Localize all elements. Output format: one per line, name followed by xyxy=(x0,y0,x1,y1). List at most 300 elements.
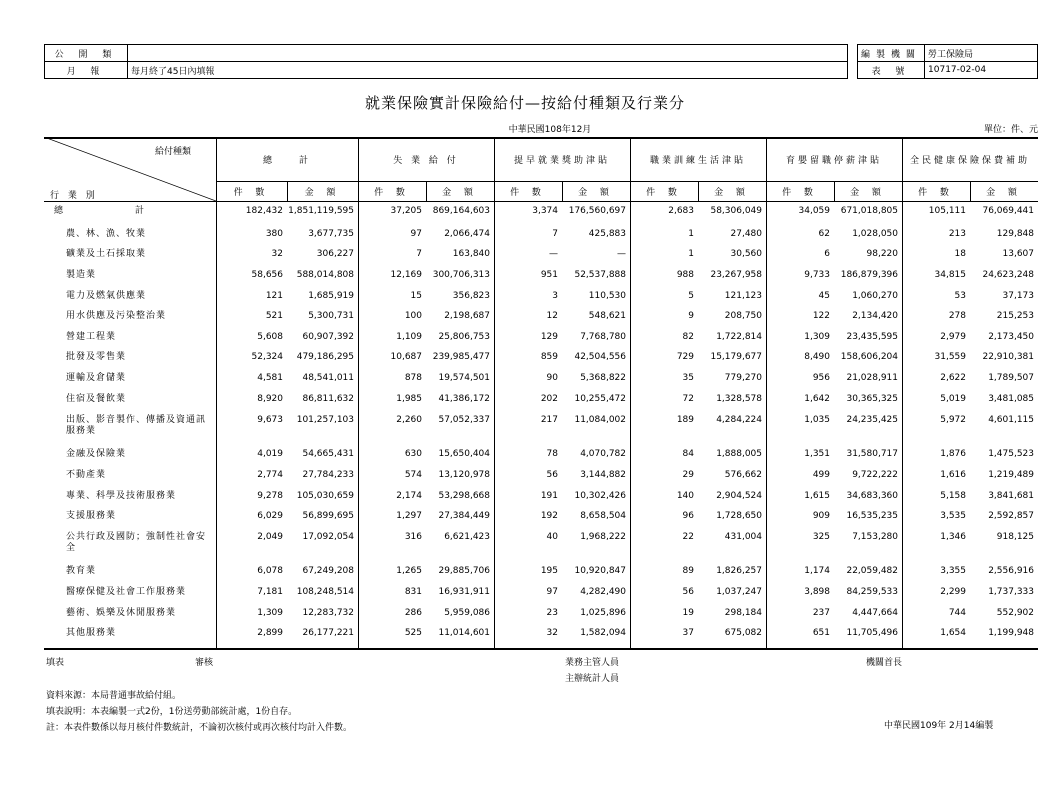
table-cell: 7,153,280 xyxy=(852,532,898,542)
table-cell: 5,608 xyxy=(257,332,283,342)
row-label: 不動產業 xyxy=(66,470,107,480)
table-cell: 30,365,325 xyxy=(846,394,898,404)
signature-filler: 填表 xyxy=(46,658,65,668)
table-cell: 78 xyxy=(546,449,558,459)
table-cell: 48,541,011 xyxy=(302,373,354,383)
table-cell: 6 xyxy=(824,249,830,259)
group-header: 全民健康保險保費補助 xyxy=(909,156,1030,166)
table-cell: 1,985 xyxy=(396,394,422,404)
table-cell: 60,907,392 xyxy=(302,332,354,342)
table-cell: 52,537,888 xyxy=(574,270,626,280)
subheader-count: 件 數 xyxy=(918,188,954,198)
table-cell: 325 xyxy=(812,532,830,542)
table-cell: 202 xyxy=(540,394,558,404)
table-cell: 129,848 xyxy=(996,229,1034,239)
header-bottom-line xyxy=(44,201,1038,202)
table-cell: 4,447,664 xyxy=(852,608,898,618)
table-cell: 1,219,489 xyxy=(988,470,1034,480)
table-cell: 237 xyxy=(812,608,830,618)
table-cell: 17,092,054 xyxy=(302,532,354,542)
table-cell: 22,910,381 xyxy=(982,352,1034,362)
subheader-top-line xyxy=(216,181,1038,182)
table-cell: 1,685,919 xyxy=(308,291,354,301)
table-cell: 6,029 xyxy=(257,511,283,521)
table-cell: 4,601,115 xyxy=(988,415,1034,425)
table-cell: 27,384,449 xyxy=(438,511,490,521)
table-cell: 29,885,706 xyxy=(438,566,490,576)
row-label: 公共行政及國防；強制性社會安全 xyxy=(66,532,207,553)
table-cell: 84 xyxy=(682,449,694,459)
table-cell: 6,078 xyxy=(257,566,283,576)
note-instructions: 填表說明：本表編製一式2份，1份送勞動部統計處，1份自存。 xyxy=(46,707,298,717)
table-cell: 9 xyxy=(688,311,694,321)
table-cell: 191 xyxy=(540,491,558,501)
table-cell: 574 xyxy=(404,470,422,480)
subheader-count: 件 數 xyxy=(646,188,682,198)
corner-top-label: 給付種類 xyxy=(155,147,192,157)
table-cell: 15,179,677 xyxy=(710,352,762,362)
table-cell: 2,904,524 xyxy=(716,491,762,501)
table-cell: 286 xyxy=(404,608,422,618)
header-left-empty xyxy=(128,45,848,62)
table-cell: 869,164,603 xyxy=(432,206,490,216)
row-label: 營建工程業 xyxy=(66,332,117,342)
table-cell: 1,309 xyxy=(804,332,830,342)
table-cell: 41,386,172 xyxy=(438,394,490,404)
row-label: 批發及零售業 xyxy=(66,352,127,362)
table-cell: 15,650,404 xyxy=(438,449,490,459)
row-label: 金融及保險業 xyxy=(66,449,127,459)
table-cell: 16,535,235 xyxy=(846,511,898,521)
table-cell: 1 xyxy=(688,249,694,259)
table-cell: 521 xyxy=(265,311,283,321)
table-cell: 1,035 xyxy=(804,415,830,425)
table-cell: 831 xyxy=(404,587,422,597)
header-agency-value: 勞工保險局 xyxy=(925,45,1038,62)
table-cell: 2,899 xyxy=(257,628,283,638)
table-cell: 4,284,224 xyxy=(716,415,762,425)
table-cell: 2,174 xyxy=(396,491,422,501)
table-cell: 158,606,204 xyxy=(840,352,898,362)
table-cell: 239,985,477 xyxy=(432,352,490,362)
table-cell: 5,972 xyxy=(940,415,966,425)
table-cell: 176,560,697 xyxy=(568,206,626,216)
table-cell: 30,560 xyxy=(730,249,762,259)
table-cell: 67,249,208 xyxy=(302,566,354,576)
table-cell: 7 xyxy=(416,249,422,259)
table-cell: 278 xyxy=(948,311,966,321)
table-cell: 2,556,916 xyxy=(988,566,1034,576)
table-cell: 7,181 xyxy=(257,587,283,597)
table-cell: 1,888,005 xyxy=(716,449,762,459)
table-cell: 2,173,450 xyxy=(988,332,1034,342)
table-cell: 1 xyxy=(688,229,694,239)
subheader-amount: 金 額 xyxy=(850,188,886,198)
table-cell: — xyxy=(549,249,558,259)
table-cell: 4,070,782 xyxy=(580,449,626,459)
signature-statistician: 主辦統計人員 xyxy=(565,674,620,684)
table-cell: 3,355 xyxy=(940,566,966,576)
signature-reviewer: 審核 xyxy=(195,658,214,668)
table-cell: 97 xyxy=(410,229,422,239)
table-cell: 431,004 xyxy=(724,532,762,542)
group-header: 職業訓練生活津貼 xyxy=(649,156,746,166)
table-cell: 7,768,780 xyxy=(580,332,626,342)
table-cell: 2,066,474 xyxy=(444,229,490,239)
table-cell: 34,059 xyxy=(798,206,830,216)
table-cell: 1,025,896 xyxy=(580,608,626,618)
table-cell: 425,883 xyxy=(588,229,626,239)
table-cell: 1,789,507 xyxy=(988,373,1034,383)
table-cell: 37 xyxy=(682,628,694,638)
table-cell: 1,328,578 xyxy=(716,394,762,404)
table-cell: 1,728,650 xyxy=(716,511,762,521)
table-cell: 5 xyxy=(688,291,694,301)
table-cell: 2,049 xyxy=(257,532,283,542)
header-monthly-value: 每月終了45日內填報 xyxy=(128,62,848,79)
signature-supervisor: 業務主管人員 xyxy=(565,658,620,668)
table-cell: 4,282,490 xyxy=(580,587,626,597)
table-cell: 1,174 xyxy=(804,566,830,576)
table-cell: 8,920 xyxy=(257,394,283,404)
table-cell: 31,559 xyxy=(934,352,966,362)
table-cell: 1,582,094 xyxy=(580,628,626,638)
row-label: 藝術、娛樂及休閒服務業 xyxy=(66,608,177,618)
table-cell: 1,876 xyxy=(940,449,966,459)
table-cell: 105,111 xyxy=(928,206,966,216)
table-cell: 7 xyxy=(552,229,558,239)
table-cell: 2,979 xyxy=(940,332,966,342)
header-form-no-label: 表 號 xyxy=(858,62,925,79)
table-cell: 54,665,431 xyxy=(302,449,354,459)
table-cell: 8,490 xyxy=(804,352,830,362)
table-cell: 19,574,501 xyxy=(438,373,490,383)
table-cell: 1,037,247 xyxy=(716,587,762,597)
table-cell: 671,018,805 xyxy=(840,206,898,216)
table-cell: 2,299 xyxy=(940,587,966,597)
table-cell: 98,220 xyxy=(866,249,898,259)
table-cell: 306,227 xyxy=(316,249,354,259)
subheader-count: 件 數 xyxy=(782,188,818,198)
table-cell: 3,374 xyxy=(532,206,558,216)
table-cell: 195 xyxy=(540,566,558,576)
table-cell: 548,621 xyxy=(588,311,626,321)
table-cell: 779,270 xyxy=(724,373,762,383)
row-label: 運輸及倉儲業 xyxy=(66,373,127,383)
table-cell: 380 xyxy=(265,229,283,239)
row-label: 醫療保健及社會工作服務業 xyxy=(66,587,187,597)
table-cell: 316 xyxy=(404,532,422,542)
table-cell: 988 xyxy=(676,270,694,280)
table-cell: 859 xyxy=(540,352,558,362)
subheader-amount: 金 額 xyxy=(304,188,341,198)
table-cell: 56 xyxy=(546,470,558,480)
table-cell: 1,199,948 xyxy=(988,628,1034,638)
report-period: 中華民國108年12月 xyxy=(508,125,592,135)
table-cell: 479,186,295 xyxy=(296,352,354,362)
table-cell: 140 xyxy=(676,491,694,501)
table-cell: 1,265 xyxy=(396,566,422,576)
table-cell: 2,774 xyxy=(257,470,283,480)
table-cell: 25,806,753 xyxy=(438,332,490,342)
table-cell: 58,656 xyxy=(251,270,283,280)
table-cell: 5,019 xyxy=(940,394,966,404)
table-cell: 56,899,695 xyxy=(302,511,354,521)
table-cell: 23,435,595 xyxy=(846,332,898,342)
table-cell: 105,030,659 xyxy=(296,491,354,501)
group-header: 育嬰留職停薪津貼 xyxy=(785,156,882,166)
group-header: 提早就業獎助津貼 xyxy=(513,156,610,166)
subheader-amount: 金 額 xyxy=(578,188,614,198)
table-cell: 744 xyxy=(948,608,966,618)
table-cell: 11,705,496 xyxy=(846,628,898,638)
table-cell: 1,615 xyxy=(804,491,830,501)
table-cell: 122 xyxy=(812,311,830,321)
table-cell: 675,082 xyxy=(724,628,762,638)
table-cell: 22 xyxy=(682,532,694,542)
table-cell: 878 xyxy=(404,373,422,383)
subheader-count: 件 數 xyxy=(233,188,270,198)
table-cell: 186,879,396 xyxy=(840,270,898,280)
table-cell: 40 xyxy=(546,532,558,542)
table-cell: 4,019 xyxy=(257,449,283,459)
table-cell: 3,898 xyxy=(804,587,830,597)
table-cell: 213 xyxy=(948,229,966,239)
table-cell: 82 xyxy=(682,332,694,342)
table-cell: 1,654 xyxy=(940,628,966,638)
table-cell: 1,616 xyxy=(940,470,966,480)
table-cell: 5,158 xyxy=(940,491,966,501)
header-right-box xyxy=(857,44,1038,79)
table-cell: 27,480 xyxy=(730,229,762,239)
table-cell: 97 xyxy=(546,587,558,597)
table-cell: 121 xyxy=(265,291,283,301)
table-cell: 52,324 xyxy=(251,352,283,362)
table-cell: 84,259,533 xyxy=(846,587,898,597)
table-cell: 110,530 xyxy=(588,291,626,301)
table-cell: 53 xyxy=(954,291,966,301)
row-label: 教育業 xyxy=(66,566,97,576)
table-cell: 13,120,978 xyxy=(438,470,490,480)
table-cell: 525 xyxy=(404,628,422,638)
header-public-label: 公 開 類 xyxy=(45,45,128,62)
subheader-amount: 金 額 xyxy=(714,188,750,198)
table-cell: 729 xyxy=(676,352,694,362)
table-cell: 576,662 xyxy=(724,470,762,480)
table-cell: 31,580,717 xyxy=(846,449,898,459)
table-cell: 9,733 xyxy=(804,270,830,280)
table-cell: 1,297 xyxy=(396,511,422,521)
subheader-count: 件 數 xyxy=(510,188,546,198)
table-cell: 12,283,732 xyxy=(302,608,354,618)
table-cell: 2,622 xyxy=(940,373,966,383)
table-cell: 35 xyxy=(682,373,694,383)
row-label: 總 計 xyxy=(54,206,145,216)
subheader-amount: 金 額 xyxy=(986,188,1022,198)
table-cell: 588,014,808 xyxy=(296,270,354,280)
table-cell: 1,722,814 xyxy=(716,332,762,342)
table-cell: 4,581 xyxy=(257,373,283,383)
table-cell: 32 xyxy=(546,628,558,638)
table-cell: 76,069,441 xyxy=(982,206,1034,216)
subheader-count: 件 數 xyxy=(374,188,410,198)
table-cell: 6,621,423 xyxy=(444,532,490,542)
table-cell: — xyxy=(617,249,626,259)
table-cell: 182,432 xyxy=(245,206,283,216)
table-cell: 1,346 xyxy=(940,532,966,542)
table-cell: 26,177,221 xyxy=(302,628,354,638)
table-cell: 189 xyxy=(676,415,694,425)
table-cell: 12 xyxy=(546,311,558,321)
table-cell: 34,683,360 xyxy=(846,491,898,501)
table-cell: 8,658,504 xyxy=(580,511,626,521)
table-cell: 96 xyxy=(682,511,694,521)
table-cell: 10,255,472 xyxy=(574,394,626,404)
header-form-no-value: 10717-02-04 xyxy=(925,62,1038,79)
table-cell: 1,060,270 xyxy=(852,291,898,301)
table-cell: 56 xyxy=(682,587,694,597)
table-cell: 208,750 xyxy=(724,311,762,321)
table-cell: 101,257,103 xyxy=(296,415,354,425)
table-cell: 100 xyxy=(404,311,422,321)
header-monthly-label: 月 報 xyxy=(45,62,128,79)
table-cell: 32 xyxy=(271,249,283,259)
table-cell: 1,475,523 xyxy=(988,449,1034,459)
row-label: 專業、科學及技術服務業 xyxy=(66,491,177,501)
table-cell: 3,677,735 xyxy=(308,229,354,239)
table-cell: 3 xyxy=(552,291,558,301)
group-header: 總 計 xyxy=(262,156,311,166)
table-cell: 45 xyxy=(818,291,830,301)
table-cell: 89 xyxy=(682,566,694,576)
table-cell: 37,205 xyxy=(390,206,422,216)
table-cell: 2,198,687 xyxy=(444,311,490,321)
row-label: 出版、影音製作、傳播及資通訊服務業 xyxy=(66,415,207,436)
table-cell: 72 xyxy=(682,394,694,404)
row-label: 礦業及土石採取業 xyxy=(66,249,147,259)
table-cell: 300,706,313 xyxy=(432,270,490,280)
table-cell: 630 xyxy=(404,449,422,459)
table-cell: 62 xyxy=(818,229,830,239)
table-cell: 53,298,668 xyxy=(438,491,490,501)
table-cell: 956 xyxy=(812,373,830,383)
table-cell: 1,351 xyxy=(804,449,830,459)
table-bottom-border xyxy=(44,648,1038,650)
table-cell: 552,902 xyxy=(996,608,1034,618)
table-cell: 918,125 xyxy=(996,532,1034,542)
table-cell: 18 xyxy=(954,249,966,259)
table-cell: 12,169 xyxy=(390,270,422,280)
table-cell: 11,084,002 xyxy=(574,415,626,425)
table-cell: 42,504,556 xyxy=(574,352,626,362)
note-remark: 註：本表件數係以每月核付件數統計，不論初次核付或再次核付均計入件數。 xyxy=(46,723,353,733)
table-cell: 13,607 xyxy=(1002,249,1034,259)
table-cell: 2,592,857 xyxy=(988,511,1034,521)
table-cell: 2,683 xyxy=(668,206,694,216)
table-cell: 24,235,425 xyxy=(846,415,898,425)
table-cell: 163,840 xyxy=(452,249,490,259)
table-cell: 21,028,911 xyxy=(846,373,898,383)
row-label: 農、林、漁、牧業 xyxy=(66,229,147,239)
table-cell: 37,173 xyxy=(1002,291,1034,301)
table-cell: 1,309 xyxy=(257,608,283,618)
row-label: 電力及燃氣供應業 xyxy=(66,291,147,301)
table-cell: 9,722,222 xyxy=(852,470,898,480)
signature-head: 機關首長 xyxy=(866,658,903,668)
table-cell: 15 xyxy=(410,291,422,301)
table-cell: 129 xyxy=(540,332,558,342)
table-cell: 5,368,822 xyxy=(580,373,626,383)
table-cell: 1,109 xyxy=(396,332,422,342)
table-cell: 3,481,085 xyxy=(988,394,1034,404)
table-cell: 24,623,248 xyxy=(982,270,1034,280)
table-cell: 23,267,958 xyxy=(710,270,762,280)
table-cell: 90 xyxy=(546,373,558,383)
header-left-box xyxy=(44,44,848,79)
note-source: 資料來源：本局普通事故給付組。 xyxy=(46,691,182,701)
row-label: 住宿及餐飲業 xyxy=(66,394,127,404)
table-cell: 57,052,337 xyxy=(438,415,490,425)
table-cell: 22,059,482 xyxy=(846,566,898,576)
table-cell: 86,811,632 xyxy=(302,394,354,404)
table-cell: 9,278 xyxy=(257,491,283,501)
table-cell: 1,737,333 xyxy=(988,587,1034,597)
header-agency-label: 編製機關 xyxy=(858,45,925,62)
table-cell: 951 xyxy=(540,270,558,280)
table-cell: 58,306,049 xyxy=(710,206,762,216)
table-cell: 1,028,050 xyxy=(852,229,898,239)
table-cell: 10,920,847 xyxy=(574,566,626,576)
subheader-amount: 金 額 xyxy=(442,188,478,198)
table-cell: 215,253 xyxy=(996,311,1034,321)
table-cell: 217 xyxy=(540,415,558,425)
page-title: 就業保險實計保險給付—按給付種類及行業分 xyxy=(364,94,685,112)
table-cell: 1,851,119,595 xyxy=(288,206,354,216)
table-cell: 27,784,233 xyxy=(302,470,354,480)
row-label: 製造業 xyxy=(66,270,97,280)
table-cell: 192 xyxy=(540,511,558,521)
table-cell: 10,302,426 xyxy=(574,491,626,501)
corner-bottom-label: 行 業 別 xyxy=(50,191,98,201)
table-cell: 11,014,601 xyxy=(438,628,490,638)
row-label: 用水供應及污染整治業 xyxy=(66,311,167,321)
table-cell: 5,300,731 xyxy=(308,311,354,321)
table-cell: 16,931,911 xyxy=(438,587,490,597)
table-cell: 298,184 xyxy=(724,608,762,618)
table-cell: 10,687 xyxy=(390,352,422,362)
table-cell: 29 xyxy=(682,470,694,480)
row-label: 支援服務業 xyxy=(66,511,117,521)
table-cell: 1,968,222 xyxy=(580,532,626,542)
unit-label: 單位：件、元 xyxy=(983,125,1038,135)
table-cell: 34,815 xyxy=(934,270,966,280)
table-cell: 3,535 xyxy=(940,511,966,521)
table-cell: 3,841,681 xyxy=(988,491,1034,501)
table-cell: 9,673 xyxy=(257,415,283,425)
table-cell: 2,134,420 xyxy=(852,311,898,321)
group-header: 失 業 給 付 xyxy=(393,156,459,166)
table-cell: 1,642 xyxy=(804,394,830,404)
table-cell: 121,123 xyxy=(724,291,762,301)
table-cell: 651 xyxy=(812,628,830,638)
table-cell: 499 xyxy=(812,470,830,480)
table-cell: 356,823 xyxy=(452,291,490,301)
compiled-date: 中華民國109年 2月14編製 xyxy=(884,721,994,731)
table-cell: 1,826,257 xyxy=(716,566,762,576)
row-label: 其他服務業 xyxy=(66,628,117,638)
table-cell: 19 xyxy=(682,608,694,618)
table-cell: 23 xyxy=(546,608,558,618)
